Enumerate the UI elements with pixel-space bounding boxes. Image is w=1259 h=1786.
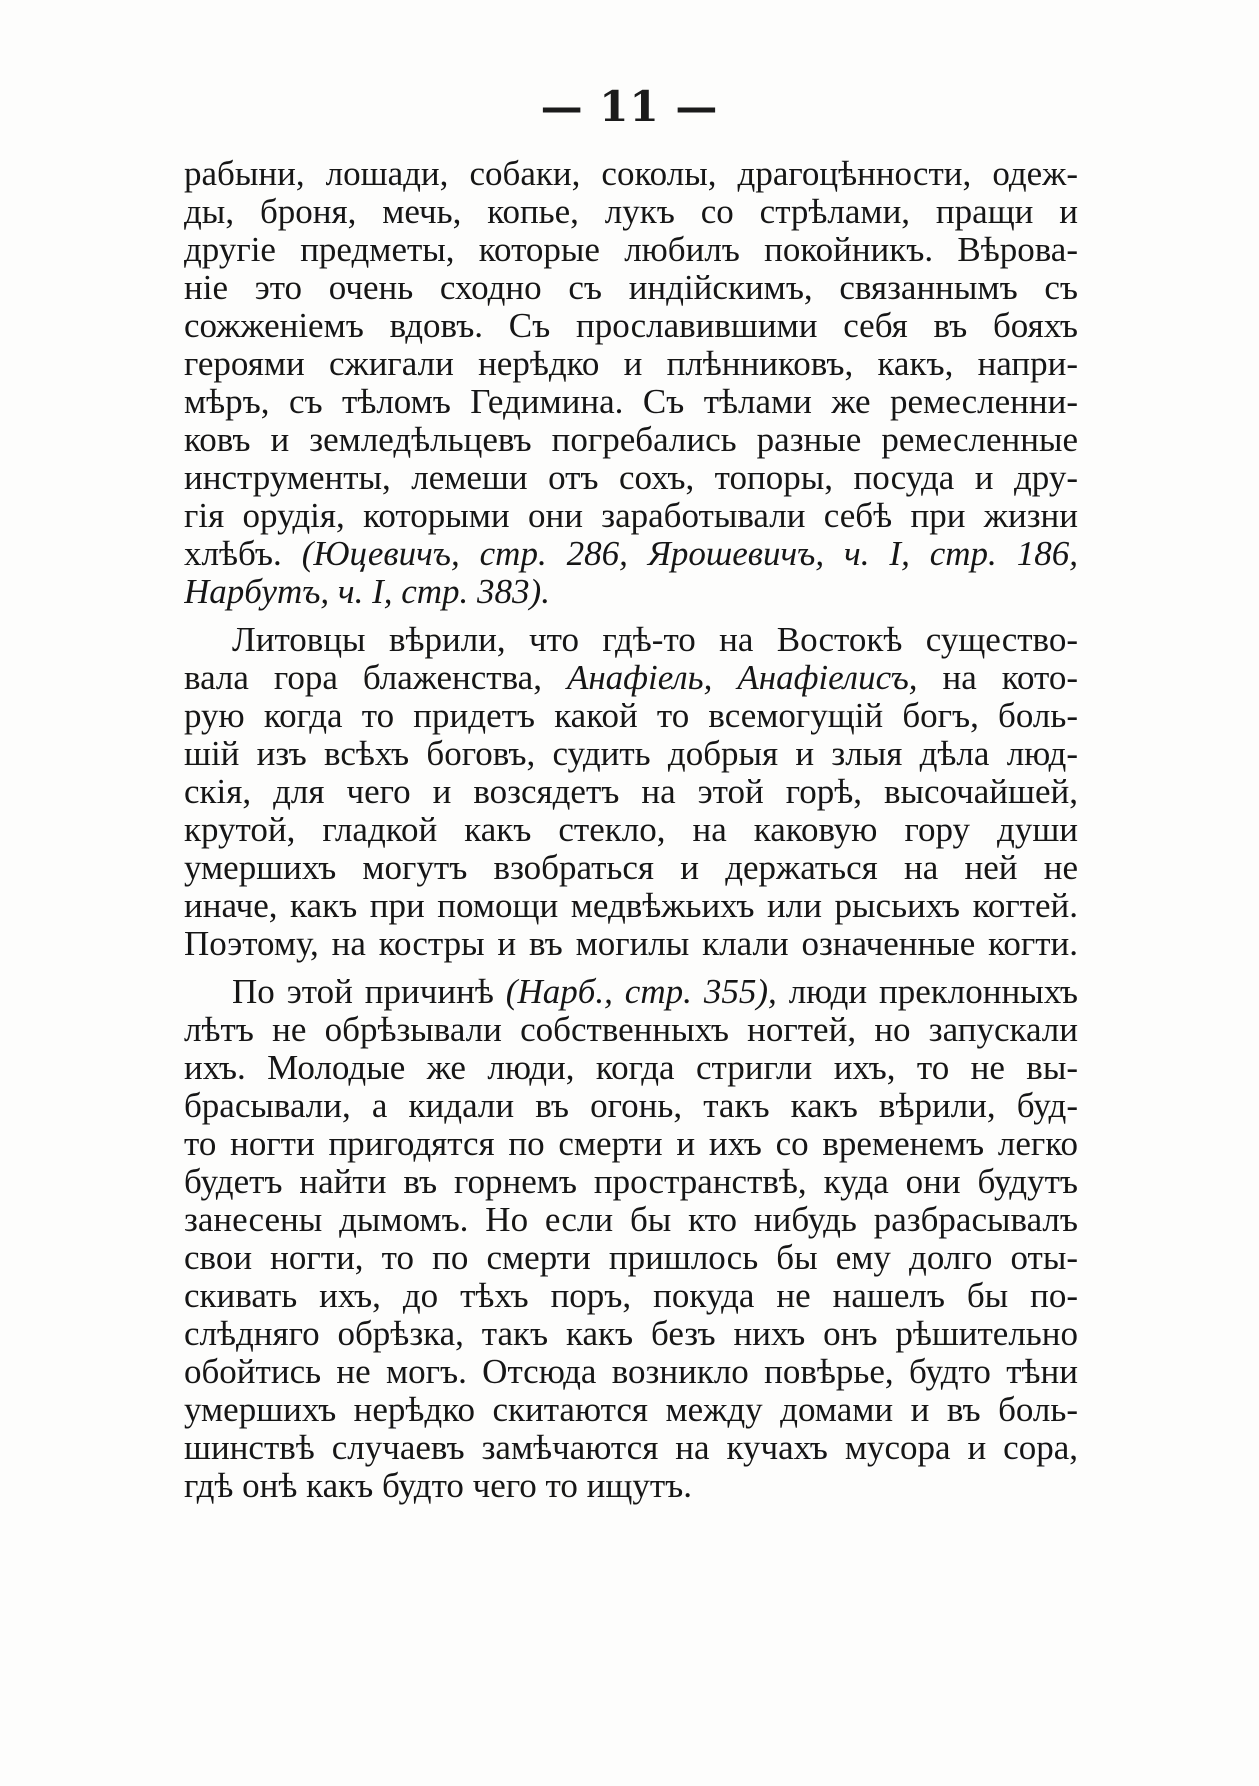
- text-line: скія, для чего и возсядетъ на этой горѣ, высочайшей,: [184, 772, 1078, 811]
- text-line: [184, 568, 1078, 616]
- text-line: ніе это очень сходно съ индійскимъ, связаннымъ съ: [184, 268, 1078, 307]
- text-line: слѣдняго обрѣзка, такъ какъ безъ нихъ онъ рѣшительно: [184, 1314, 1078, 1353]
- citation: (Юцевичъ, стр. 286, Ярошевичъ, ч. I, стр. 186,: [301, 534, 1078, 573]
- text-line: инструменты, лемеши отъ сохъ, топоры, посуда и дру-: [184, 458, 1078, 497]
- text-line: занесены дымомъ. Но если бы кто нибудь разбрасывалъ: [184, 1200, 1078, 1239]
- text-line: рабыни, лошади, собаки, соколы, драгоцѣнности, одеж-: [184, 154, 1078, 193]
- citation: (Нарб., стр. 355),: [505, 972, 777, 1011]
- text-line: брасывали, а кидали въ огонь, такъ какъ вѣрили, буд-: [184, 1086, 1078, 1125]
- text-line: будетъ найти въ горнемъ пространствѣ, куда они будутъ: [184, 1162, 1078, 1201]
- text-fragment: вала гора блаженства,: [184, 658, 542, 697]
- page-number: — 11 —: [540, 82, 719, 131]
- text-line: крутой, гладкой какъ стекло, на каковую гору души: [184, 810, 1078, 849]
- text-line: обойтись не могъ. Отсюда возникло повѣрье, будто тѣни: [184, 1352, 1078, 1391]
- text-line: гія орудія, которыми они заработывали себѣ при жизни: [184, 496, 1078, 535]
- text-line: то ногти пригодятся по смерти и ихъ со временемъ легко: [184, 1124, 1078, 1163]
- text-line: Поэтому, на костры и въ могилы клали означенные когти.: [184, 924, 1078, 963]
- italic-term: Анафіель,: [566, 658, 713, 697]
- text-fragment: По этой причинѣ: [232, 972, 494, 1011]
- text-line: умершихъ могутъ взобраться и держаться на ней не: [184, 848, 1078, 887]
- italic-term: Анафіелисъ,: [737, 658, 918, 697]
- text-line: другіе предметы, которые любилъ покойникъ. Вѣрова-: [184, 230, 1078, 269]
- text-line: шій изъ всѣхъ боговъ, судить добрыя и злыя дѣла люд-: [184, 734, 1078, 773]
- text-line: Литовцы вѣрили, что гдѣ-то на Востокѣ существо-: [232, 620, 1078, 659]
- text-line: ковъ и земледѣльцевъ погребались разные ремесленные: [184, 420, 1078, 459]
- text-fragment: хлѣбъ.: [184, 534, 282, 573]
- text-line: ды, броня, мечь, копье, лукъ со стрѣлами, пращи и: [184, 192, 1078, 231]
- text-line: иначе, какъ при помощи медвѣжьихъ или рысьихъ когтей.: [184, 886, 1078, 925]
- text-line: ихъ. Молодые же люди, когда стригли ихъ, то не вы-: [184, 1048, 1078, 1087]
- text-line: умершихъ нерѣдко скитаются между домами и въ боль-: [184, 1390, 1078, 1429]
- text-line: скивать ихъ, до тѣхъ поръ, покуда не нашелъ бы по-: [184, 1276, 1078, 1315]
- text-line: свои ногти, то по смерти пришлось бы ему долго оты-: [184, 1238, 1078, 1277]
- text-fragment: на кото-: [942, 658, 1078, 697]
- text-line: героями сжигали нерѣдко и плѣнниковъ, какъ, напри-: [184, 344, 1078, 383]
- citation: Нарбутъ, ч. I, стр. 383).: [184, 572, 550, 611]
- text-line: мѣръ, съ тѣломъ Гедимина. Съ тѣлами же ремесленни-: [184, 382, 1078, 421]
- text-line: рую когда то придетъ какой то всемогущій богъ, боль-: [184, 696, 1078, 735]
- text-line: гдѣ онѣ какъ будто чего то ищутъ.: [184, 1466, 692, 1505]
- text-line: сожженіемъ вдовъ. Съ прославившими себя въ бояхъ: [184, 306, 1078, 345]
- text-line: лѣтъ не обрѣзывали собственныхъ ногтей, но запускали: [184, 1010, 1078, 1049]
- text-fragment: люди преклонныхъ: [788, 972, 1078, 1011]
- text-line: шинствѣ случаевъ замѣчаются на кучахъ мусора и сора,: [184, 1428, 1078, 1467]
